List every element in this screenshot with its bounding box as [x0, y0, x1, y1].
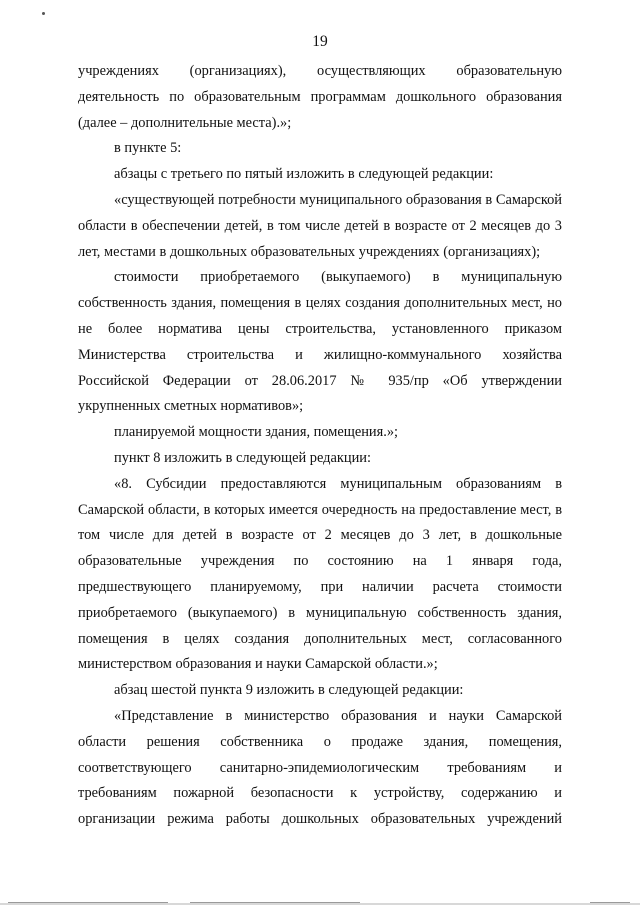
- scan-speck: [42, 12, 45, 15]
- paragraph-capacity-clause: планируемой мощности здания, помещения.»;: [114, 424, 399, 441]
- paragraph-paragraphs-3-5: абзацы с третьего по пятый изложить в следующей редакции:: [114, 166, 494, 183]
- paragraph-point-8-intro: пункт 8 изложить в следующей редакции:: [114, 449, 371, 466]
- paragraph-need-clause: «существующей потребности муниципального образования в Самарской области в обеспечении детей, в том числе детей в возрасте от 2 месяцев до 3 лет, местами в дошкольных образовательных учреждениях (организациях);: [78, 191, 562, 260]
- paragraph-point-8-text: «8. Субсидии предоставляются муниципальным образованиям в Самарской области, в которых имеется очередность на предоставление мест, в том числе для детей в возрасте от 2 месяцев до 3 лет, в дошкольные образовательные учреждения по состоянию на 1 января года, предшествующего планируемому, при наличии расчета стоимости приобретаемого (выкупаемого) в муниципальную собственность здания, помещения в целях создания дополнительных мест, согласованного министерством образования и науки Самарской области.»;: [78, 475, 562, 673]
- paragraph-point-9-text: «Представление в министерство образования и науки Самарской области решения собственника о продаже здания, помещения, соответствующего санитарно-эпидемиологическим требованиям и требованиям пожарной безопасности к устройству, содержанию и организации режима работы дошкольных образовательных учреждений: [78, 707, 562, 828]
- page-number: 19: [312, 33, 328, 50]
- document-body: [78, 59, 562, 833]
- paragraph-point-9-intro: абзац шестой пункта 9 изложить в следующей редакции:: [114, 682, 464, 699]
- paragraph-point-5: в пункте 5:: [114, 140, 182, 157]
- paragraph-continuation: учреждениях (организациях), осуществляющих образовательную деятельность по образовательным программам дошкольного образования (далее – дополнительные места).»;: [78, 63, 562, 131]
- paragraph-cost-clause: стоимости приобретаемого (выкупаемого) в муниципальную собственность здания, помещения в целях создания дополнительных мест, но не более норматива цены строительства, установленного приказом Министерства строительства и жилищно-коммунального хозяйства Российской Федерации от 28.06.2017 № 935/пр «Об утверждении укрупненных сметных нормативов»;: [78, 269, 562, 415]
